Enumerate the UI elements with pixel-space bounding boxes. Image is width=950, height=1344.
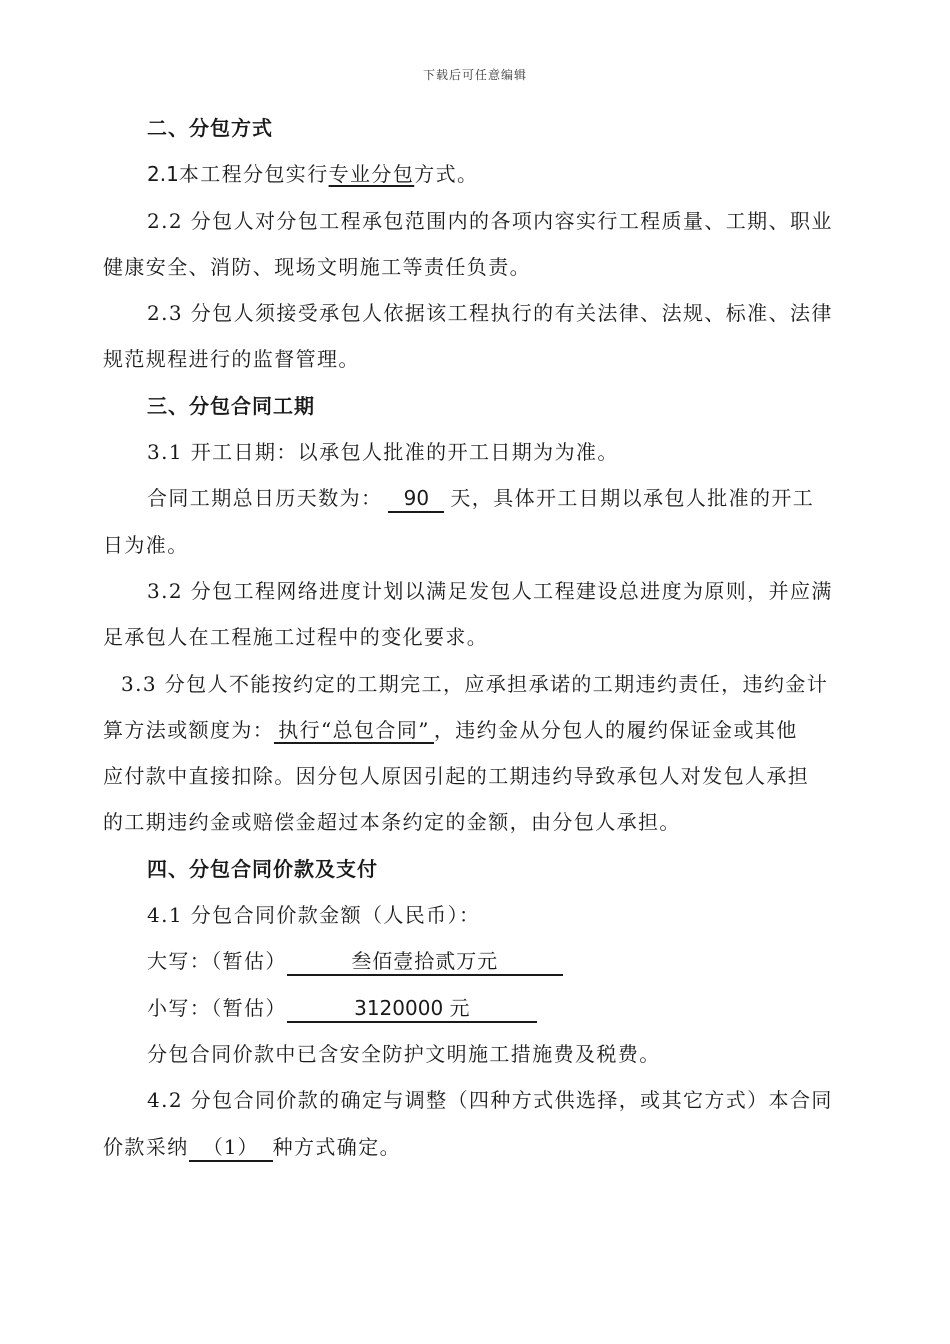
section-3-heading: 三、分包合同工期	[147, 393, 315, 418]
clause-3-3-line1: 3.3 分包人不能按约定的工期完工，应承担承诺的工期违约责任，违约金计	[121, 671, 829, 696]
penalty-rule-field: 执行“总包合同”	[274, 718, 434, 744]
clause-3-3-line3: 应付款中直接扣除。因分包人原因引起的工期违约导致承包人对发包人承担	[103, 764, 810, 789]
section-4-heading: 四、分包合同价款及支付	[147, 856, 378, 881]
price-includes-note: 分包合同价款中已含安全防护文明施工措施费及税费。	[147, 1041, 661, 1066]
clause-2-3-line1: 2.3 分包人须接受承包人依据该工程执行的有关法律、法规、标准、法律	[147, 301, 833, 326]
duration-days-field: 90	[388, 485, 444, 513]
clause-3-3-line2-pre: 算方法或额度为：	[103, 717, 275, 742]
pricing-method-field: （1）	[189, 1134, 273, 1162]
amount-xiaoxie-label: 小写：（暂估）	[147, 995, 287, 1020]
clause-2-2-line1: 2.2 分包人对分包工程承包范围内的各项内容实行工程质量、工期、职业	[147, 208, 833, 233]
amount-daxie-field: 叁佰壹拾贰万元	[287, 948, 563, 976]
amount-daxie-label: 大写：（暂估）	[147, 949, 287, 974]
duration-pre: 合同工期总日历天数为：	[147, 486, 383, 511]
clause-4-2-line2-pre: 价款采纳	[103, 1134, 189, 1159]
clause-4-2-line2	[103, 1131, 848, 1177]
duration-line2: 日为准。	[103, 532, 189, 557]
clause-2-1-post: 方式。	[414, 162, 479, 187]
clause-3-3-line2-post: ，违约金从分包人的履约保证金或其他	[433, 717, 798, 742]
clause-2-2-line2: 健康安全、消防、现场文明施工等责任负责。	[103, 254, 531, 279]
clause-4-1: 4.1 分包合同价款金额（人民币）：	[147, 903, 481, 928]
clause-3-2-line1: 3.2 分包工程网络进度计划以满足发包人工程建设总进度为原则，并应满	[147, 578, 833, 603]
document-body	[103, 112, 848, 1177]
clause-2-1-number: 2.1	[147, 162, 179, 187]
duration-post: 天，具体开工日期以承包人批准的开工	[450, 486, 815, 511]
clause-2-3-line2: 规范规程进行的监督管理。	[103, 347, 360, 372]
clause-2-1	[103, 158, 848, 204]
amount-xiaoxie-field: 3120000 元	[287, 995, 537, 1023]
clause-3-3-line4: 的工期违约金或赔偿金超过本条约定的金额，由分包人承担。	[103, 810, 681, 835]
clause-2-1-underlined: 专业分包	[328, 162, 415, 187]
amount-xiaoxie-line	[103, 992, 848, 1038]
clause-4-2-line1: 4.2 分包合同价款的确定与调整（四种方式供选择，或其它方式）本合同	[147, 1088, 833, 1113]
amount-daxie-line	[103, 945, 848, 991]
clause-4-2-line2-post: 种方式确定。	[272, 1134, 402, 1159]
clause-3-2-line2: 足承包人在工程施工过程中的变化要求。	[103, 625, 489, 650]
clause-2-1-pre: 本工程分包实行	[178, 162, 329, 187]
section-2-heading: 二、分包方式	[147, 116, 273, 140]
clause-3-3-line2	[103, 714, 848, 760]
clause-3-1: 3.1 开工日期：以承包人批准的开工日期为为准。	[147, 440, 619, 465]
page-header-note: 下载后可任意编辑	[422, 68, 527, 82]
duration-line	[103, 482, 848, 528]
